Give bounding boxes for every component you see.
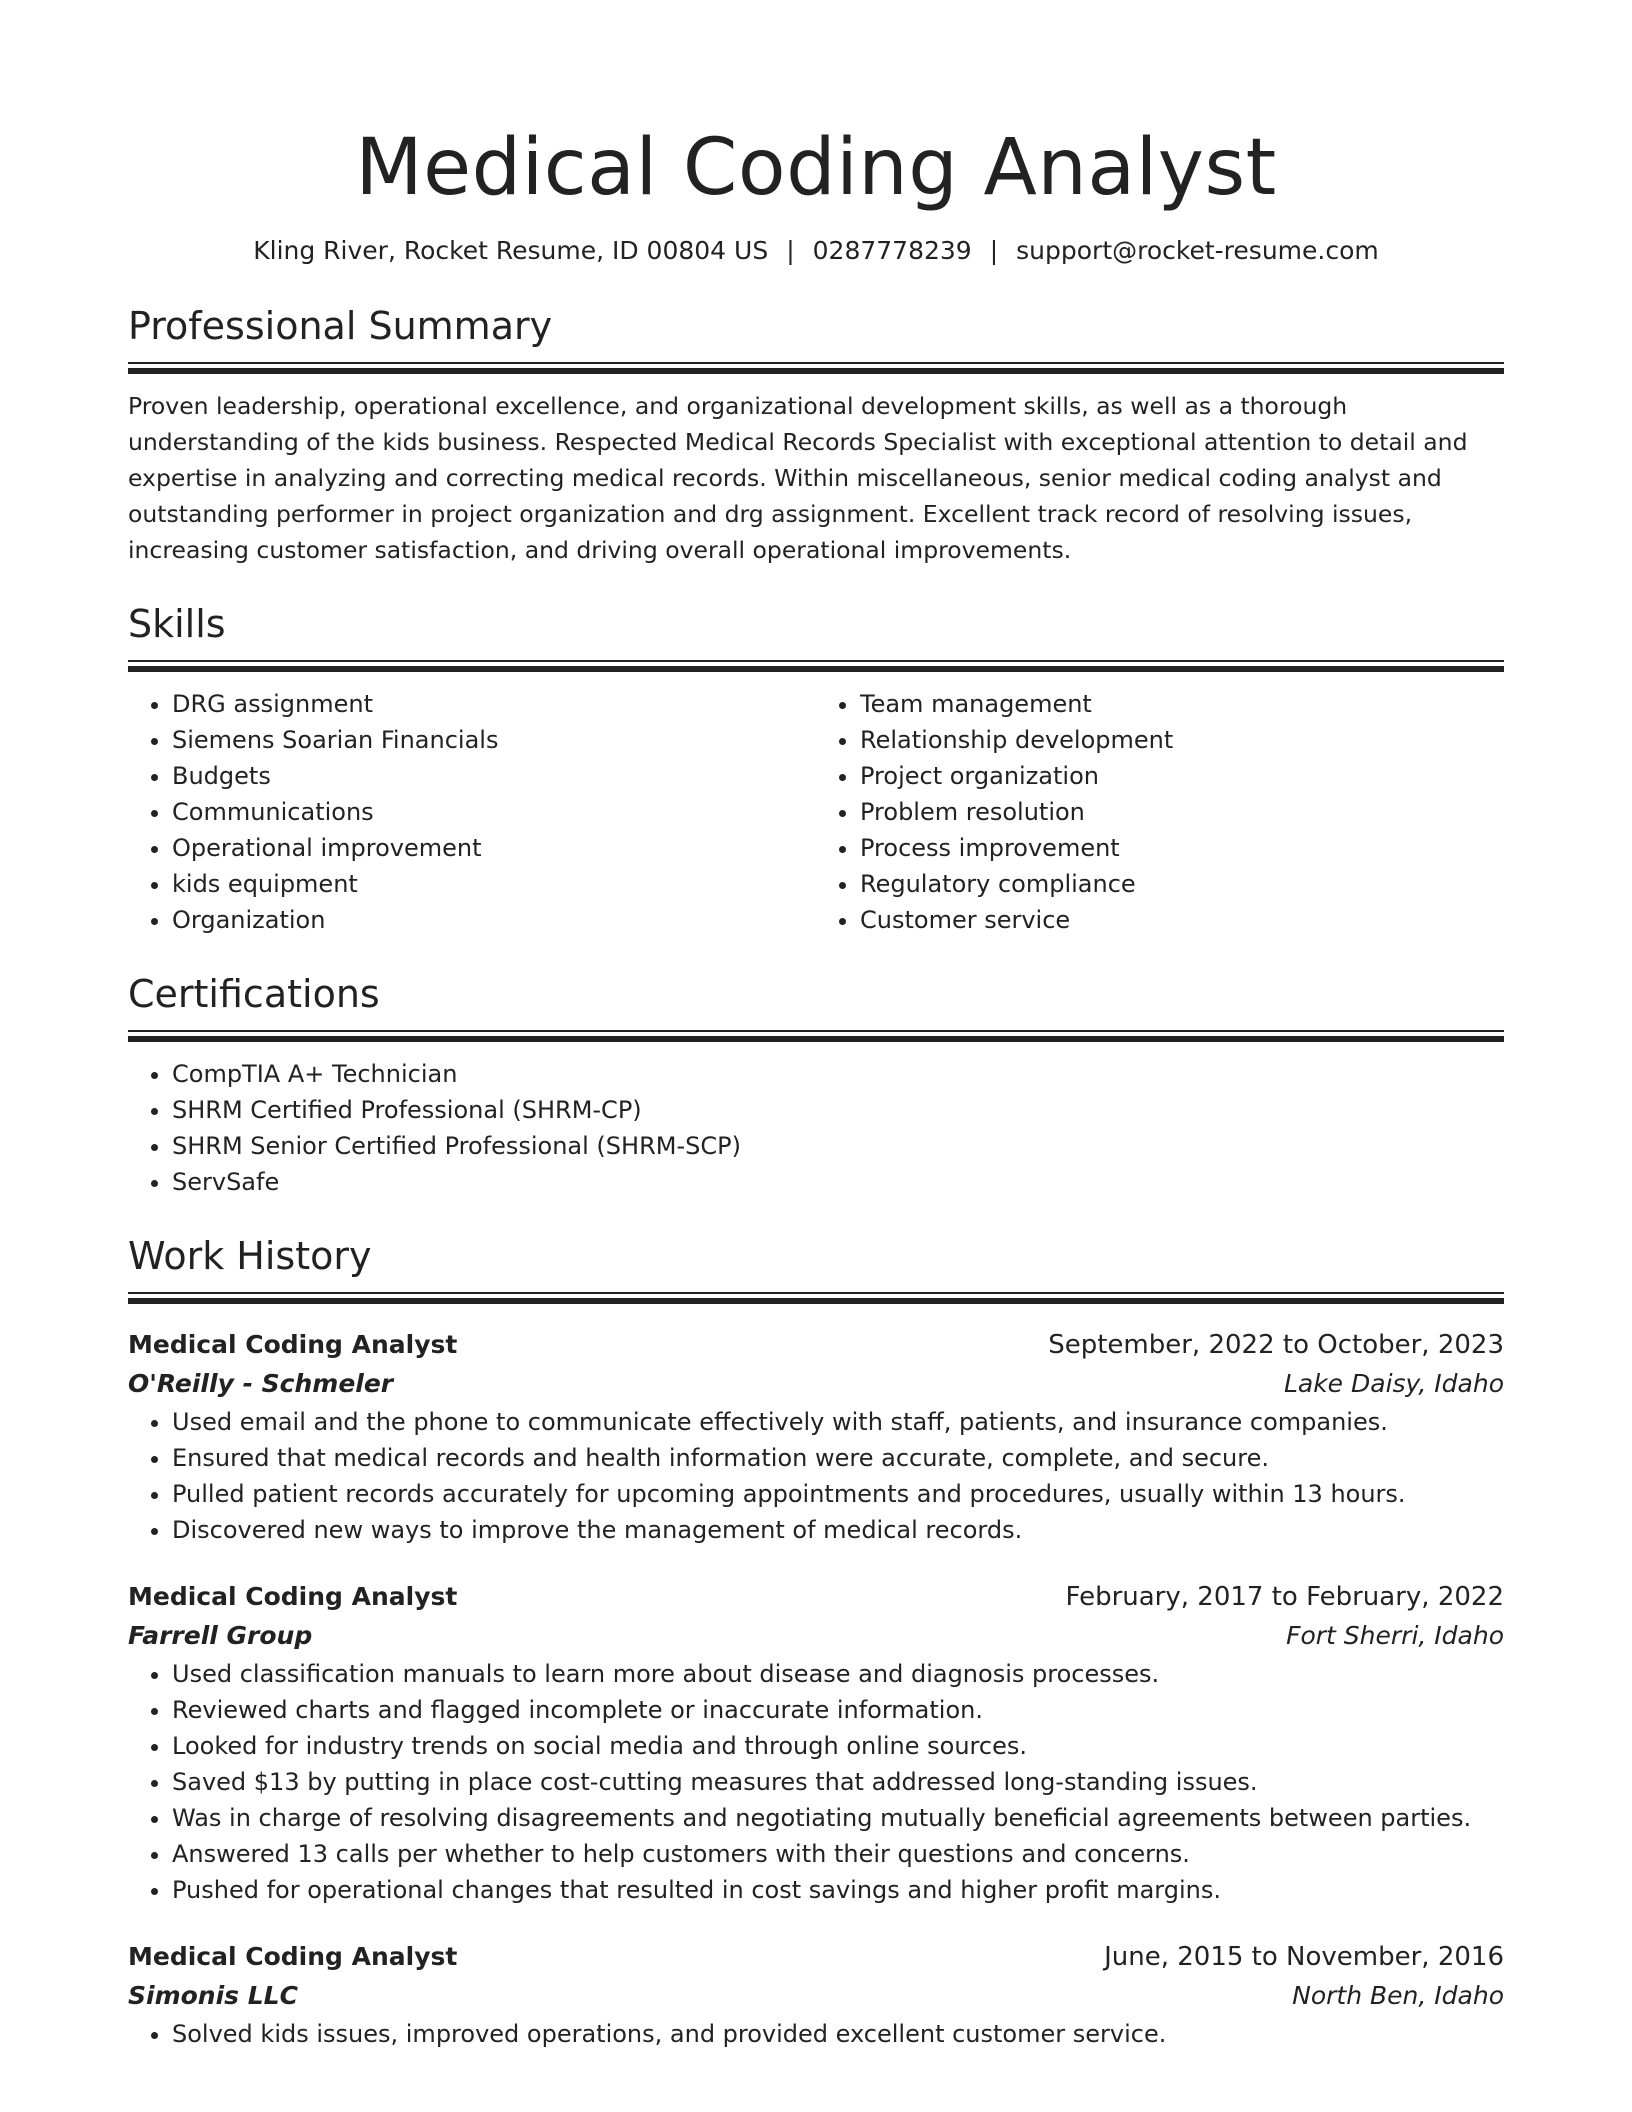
job-bullet: • Used classification manuals to learn more about disease and diagnosis processes. <box>172 1656 1504 1692</box>
job-bullet-list <box>128 1656 1504 1908</box>
skills-grid <box>128 686 1504 938</box>
contact-address: Kling River, Rocket Resume, ID 00804 US <box>253 236 769 265</box>
job-title: Medical Coding Analyst <box>128 1582 458 1611</box>
skill-item: • Relationship development <box>860 722 1504 758</box>
job-bullet: • Ensured that medical records and health information were accurate, complete, and secure. <box>172 1440 1504 1476</box>
job-location: Lake Daisy, Idaho <box>1283 1369 1504 1398</box>
job-bullet: • Solved kids issues, improved operations, and provided excellent customer service. <box>172 2016 1504 2052</box>
job-header-row <box>128 1326 1504 1364</box>
skill-item: • Budgets <box>172 758 816 794</box>
job-company-row <box>128 1616 1504 1656</box>
job-location: Fort Sherri, Idaho <box>1286 1621 1504 1650</box>
skill-item: • Customer service <box>860 902 1504 938</box>
skill-item: • Organization <box>172 902 816 938</box>
skills-list-left <box>128 686 816 938</box>
certification-item: • SHRM Senior Certified Professional (SHRM-SCP) <box>172 1128 1504 1164</box>
job-bullet: • Reviewed charts and flagged incomplete or inaccurate information. <box>172 1692 1504 1728</box>
section-heading-work-history: Work History <box>128 1234 372 1278</box>
job-bullet: • Pushed for operational changes that resulted in cost savings and higher profit margins. <box>172 1872 1504 1908</box>
skills-list-right <box>816 686 1504 938</box>
certifications-section <box>128 970 1504 1200</box>
skill-item: • Problem resolution <box>860 794 1504 830</box>
job-bullet: • Answered 13 calls per whether to help customers with their questions and concerns. <box>172 1836 1504 1872</box>
skill-item: • kids equipment <box>172 866 816 902</box>
skill-item: • Team management <box>860 686 1504 722</box>
summary-text: Proven leadership, operational excellence, and organizational development skills, as well as a thorough understanding of the kids business. Respected Medical Records Specialist with exceptional attention to detail and expertise in analyzing and correcting medical records. Within miscellaneous, senior medical coding analyst and outstanding performer in project organization and drg assignment. Excellent track record of resolving issues, increasing customer satisfaction, and driving overall operational improvements. <box>128 392 1468 564</box>
job-location: North Ben, Idaho <box>1292 1981 1504 2010</box>
skills-column-left <box>128 686 816 938</box>
section-divider <box>128 362 1504 374</box>
job-bullet: • Pulled patient records accurately for upcoming appointments and procedures, usually within 13 hours. <box>172 1476 1504 1512</box>
section-heading-certifications: Certifications <box>128 972 380 1016</box>
section-heading-summary: Professional Summary <box>128 304 553 348</box>
skill-item: • Project organization <box>860 758 1504 794</box>
contact-separator: | <box>786 236 795 265</box>
certifications-list <box>128 1056 1504 1200</box>
contact-line <box>128 234 1504 268</box>
job-title: Medical Coding Analyst <box>128 1330 458 1359</box>
skills-section <box>128 600 1504 938</box>
section-divider <box>128 1292 1504 1304</box>
job-company-row <box>128 1364 1504 1404</box>
contact-phone: 0287778239 <box>812 236 972 265</box>
job-bullet-list <box>128 1404 1504 1548</box>
skill-item: • Regulatory compliance <box>860 866 1504 902</box>
job-entry <box>128 1578 1504 1908</box>
job-bullet: • Used email and the phone to communicate effectively with staff, patients, and insurance companies. <box>172 1404 1504 1440</box>
contact-separator: | <box>989 236 999 265</box>
resume-title: Medical Coding Analyst <box>355 123 1277 213</box>
job-entry <box>128 1326 1504 1548</box>
job-bullet: • Saved $13 by putting in place cost-cutting measures that addressed long-standing issues. <box>172 1764 1504 1800</box>
job-company-row <box>128 1976 1504 2016</box>
job-header-row <box>128 1938 1504 1976</box>
skill-item: • Process improvement <box>860 830 1504 866</box>
skill-item: • DRG assignment <box>172 686 816 722</box>
job-company: Simonis LLC <box>128 1981 298 2010</box>
job-header-row <box>128 1578 1504 1616</box>
job-bullet: • Discovered new ways to improve the management of medical records. <box>172 1512 1504 1548</box>
job-dates: September, 2022 to October, 2023 <box>1048 1330 1504 1360</box>
job-bullet: • Was in charge of resolving disagreements and negotiating mutually beneficial agreements between parties. <box>172 1800 1504 1836</box>
job-dates: June, 2015 to November, 2016 <box>1104 1942 1504 1972</box>
section-heading-skills: Skills <box>128 602 226 646</box>
job-bullet-list <box>128 2016 1504 2052</box>
summary-section <box>128 302 1504 568</box>
skill-item: • Siemens Soarian Financials <box>172 722 816 758</box>
certification-item: • ServSafe <box>172 1164 1504 1200</box>
job-title: Medical Coding Analyst <box>128 1942 458 1971</box>
job-dates: February, 2017 to February, 2022 <box>1065 1582 1504 1612</box>
job-bullet: • Looked for industry trends on social media and through online sources. <box>172 1728 1504 1764</box>
contact-email: support@rocket-resume.com <box>1016 236 1379 265</box>
section-divider <box>128 1030 1504 1042</box>
skills-column-right <box>816 686 1504 938</box>
job-company: Farrell Group <box>128 1621 313 1650</box>
job-company: O'Reilly - Schmeler <box>128 1369 394 1398</box>
job-entry <box>128 1938 1504 2052</box>
certification-item: • SHRM Certified Professional (SHRM-CP) <box>172 1092 1504 1128</box>
skill-item: • Operational improvement <box>172 830 816 866</box>
skill-item: • Communications <box>172 794 816 830</box>
certification-item: • CompTIA A+ Technician <box>172 1056 1504 1092</box>
work-history-section <box>128 1232 1504 2052</box>
section-divider <box>128 660 1504 672</box>
